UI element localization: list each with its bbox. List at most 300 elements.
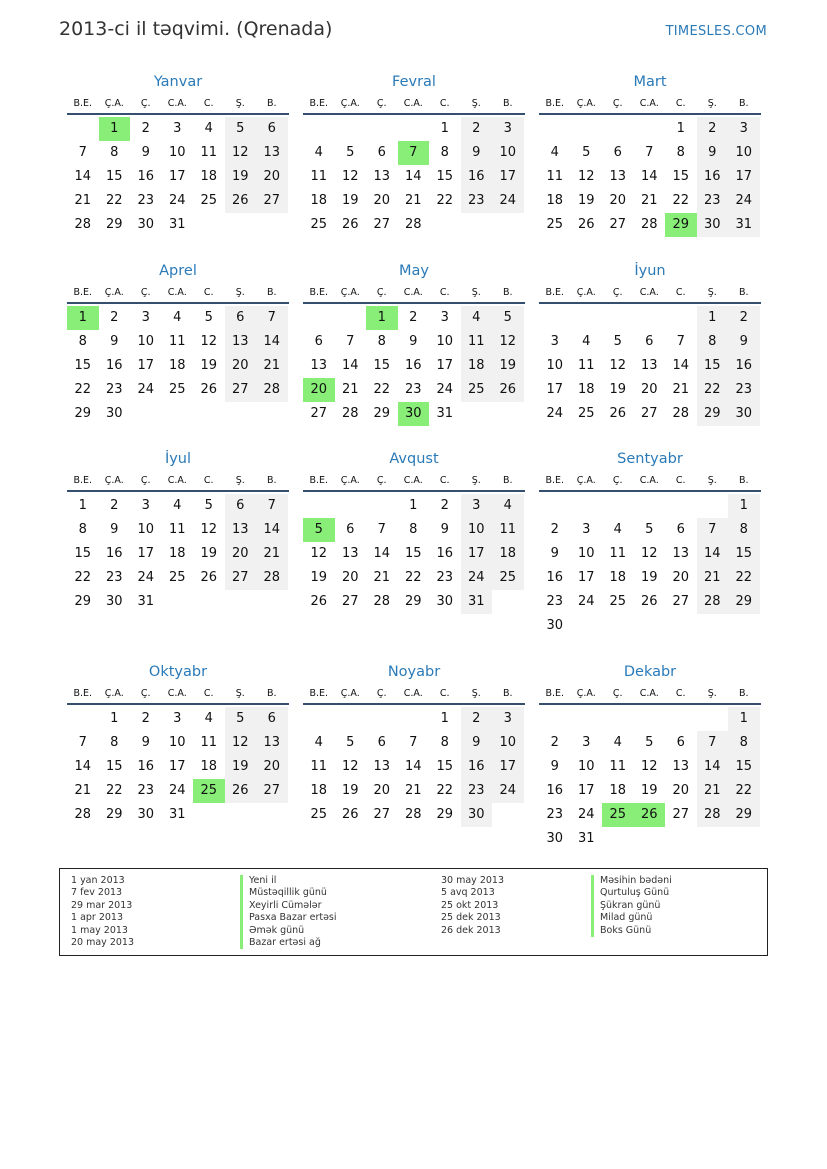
day-cell: 26 bbox=[640, 594, 658, 609]
weekday-header bbox=[539, 685, 761, 705]
day-cell: 24 bbox=[137, 382, 155, 397]
day-cell: 15 bbox=[105, 169, 123, 184]
day-cell: 14 bbox=[341, 358, 359, 373]
day-cell: 6 bbox=[225, 494, 257, 518]
day-cell: 28 bbox=[256, 378, 288, 402]
week-row bbox=[67, 566, 289, 590]
month-12 bbox=[539, 662, 761, 851]
empty-cell bbox=[225, 590, 257, 614]
day-cell: 10 bbox=[546, 358, 564, 373]
week-row bbox=[303, 165, 525, 189]
day-cell: 4 bbox=[492, 494, 524, 518]
day-cell: 15 bbox=[404, 546, 422, 561]
day-cell: 24 bbox=[168, 783, 186, 798]
empty-cell bbox=[571, 614, 603, 638]
day-cell: 29 bbox=[404, 594, 422, 609]
day-cell: 6 bbox=[346, 522, 355, 537]
week-row bbox=[539, 165, 761, 189]
month-name: İyul bbox=[164, 451, 192, 467]
weekday-label: B. bbox=[266, 475, 277, 486]
empty-cell bbox=[697, 494, 729, 518]
day-cell: 5 bbox=[492, 306, 524, 330]
week-row bbox=[303, 590, 525, 614]
weekday-label: C. bbox=[439, 475, 450, 486]
month-11 bbox=[303, 662, 525, 827]
day-cell: 23 bbox=[137, 783, 155, 798]
weekday-label: B. bbox=[266, 688, 277, 699]
legend-names-col-1 bbox=[240, 875, 337, 949]
weekday-label: B.E. bbox=[309, 475, 329, 486]
weekday-header bbox=[303, 685, 525, 705]
day-cell: 12 bbox=[225, 141, 257, 165]
day-cell: 25 bbox=[546, 217, 564, 232]
day-cell: 21 bbox=[341, 382, 359, 397]
day-cell: 17 bbox=[168, 169, 186, 184]
day-cell: 29 bbox=[665, 213, 697, 237]
empty-cell bbox=[303, 707, 335, 731]
empty-cell bbox=[602, 827, 634, 851]
day-cell: 13 bbox=[256, 731, 288, 755]
week-row bbox=[539, 590, 761, 614]
empty-cell bbox=[303, 117, 335, 141]
day-cell: 21 bbox=[697, 779, 729, 803]
legend-names-col-2 bbox=[591, 875, 672, 937]
day-cell: 25 bbox=[609, 594, 627, 609]
legend-date: 1 may 2013 bbox=[71, 924, 128, 936]
day-cell: 1 bbox=[440, 711, 449, 726]
day-cell: 11 bbox=[546, 169, 564, 184]
day-cell: 17 bbox=[436, 358, 454, 373]
day-cell: 28 bbox=[74, 217, 92, 232]
day-cell: 29 bbox=[105, 807, 123, 822]
day-cell: 11 bbox=[200, 735, 218, 750]
empty-cell bbox=[665, 306, 697, 330]
weekday-label: Ç.A. bbox=[576, 98, 596, 109]
day-cell: 14 bbox=[256, 518, 288, 542]
day-cell: 31 bbox=[168, 217, 186, 232]
weekday-label: B.E. bbox=[309, 688, 329, 699]
day-cell: 24 bbox=[492, 189, 524, 213]
day-cell: 13 bbox=[640, 358, 658, 373]
day-cell: 18 bbox=[492, 542, 524, 566]
empty-cell bbox=[225, 213, 257, 237]
day-cell: 18 bbox=[200, 759, 218, 774]
day-cell: 3 bbox=[440, 310, 449, 325]
empty-cell bbox=[634, 306, 666, 330]
weekday-label: Ç. bbox=[612, 287, 623, 298]
weekday-label: Ş. bbox=[235, 98, 245, 109]
empty-cell bbox=[665, 494, 697, 518]
month-name: Aprel bbox=[159, 263, 197, 279]
day-cell: 5 bbox=[225, 117, 257, 141]
day-cell: 6 bbox=[314, 334, 323, 349]
day-cell: 14 bbox=[697, 755, 729, 779]
empty-cell bbox=[335, 707, 367, 731]
month-4 bbox=[67, 261, 289, 426]
day-cell: 15 bbox=[436, 169, 454, 184]
day-cell: 23 bbox=[436, 570, 454, 585]
weekday-label: Ç. bbox=[376, 287, 387, 298]
day-cell: 2 bbox=[728, 306, 760, 330]
week-row bbox=[303, 566, 525, 590]
day-cell: 11 bbox=[461, 330, 493, 354]
weekday-label: B. bbox=[738, 287, 749, 298]
weekday-label: C.A. bbox=[403, 475, 423, 486]
empty-cell bbox=[303, 494, 335, 518]
day-cell: 7 bbox=[346, 334, 355, 349]
day-cell: 28 bbox=[341, 406, 359, 421]
day-cell: 20 bbox=[672, 570, 690, 585]
weekday-label: B.E. bbox=[73, 98, 93, 109]
day-cell: 30 bbox=[105, 406, 123, 421]
day-cell: 25 bbox=[310, 807, 328, 822]
legend-date: 25 dek 2013 bbox=[441, 912, 501, 924]
month-name: Sentyabr bbox=[617, 451, 683, 467]
day-cell: 31 bbox=[137, 594, 155, 609]
week-row bbox=[303, 330, 525, 354]
weekday-label: B.E. bbox=[73, 287, 93, 298]
month-6 bbox=[539, 261, 761, 426]
empty-cell bbox=[335, 494, 367, 518]
day-cell: 2 bbox=[697, 117, 729, 141]
day-cell: 24 bbox=[137, 570, 155, 585]
weekday-label: Ş. bbox=[471, 475, 481, 486]
weekday-label: C. bbox=[675, 287, 686, 298]
empty-cell bbox=[492, 402, 524, 426]
day-cell: 14 bbox=[373, 546, 391, 561]
day-cell: 12 bbox=[341, 759, 359, 774]
day-cell: 3 bbox=[582, 522, 591, 537]
day-cell: 14 bbox=[256, 330, 288, 354]
day-cell: 29 bbox=[728, 590, 760, 614]
day-cell: 15 bbox=[105, 759, 123, 774]
day-cell: 14 bbox=[404, 759, 422, 774]
day-cell: 16 bbox=[436, 546, 454, 561]
legend-holiday-name: Yeni il bbox=[249, 875, 277, 886]
day-cell: 19 bbox=[640, 783, 658, 798]
month-name: Noyabr bbox=[387, 664, 441, 680]
week-row bbox=[539, 755, 761, 779]
week-row bbox=[303, 803, 525, 827]
empty-cell bbox=[539, 707, 571, 731]
day-cell: 6 bbox=[676, 735, 685, 750]
empty-cell bbox=[366, 707, 398, 731]
empty-cell bbox=[225, 803, 257, 827]
day-cell: 28 bbox=[404, 217, 422, 232]
weekday-header bbox=[539, 284, 761, 304]
day-cell: 18 bbox=[310, 193, 328, 208]
day-cell: 10 bbox=[577, 759, 595, 774]
weekday-header bbox=[303, 95, 525, 115]
week-row bbox=[539, 402, 761, 426]
day-cell: 5 bbox=[204, 498, 213, 513]
day-cell: 15 bbox=[728, 755, 760, 779]
empty-cell bbox=[67, 117, 99, 141]
empty-cell bbox=[665, 614, 697, 638]
week-row bbox=[303, 306, 525, 330]
day-cell: 22 bbox=[373, 382, 391, 397]
day-cell: 24 bbox=[492, 779, 524, 803]
day-cell: 19 bbox=[225, 165, 257, 189]
day-cell: 6 bbox=[676, 522, 685, 537]
day-cell: 17 bbox=[577, 783, 595, 798]
day-cell: 21 bbox=[697, 566, 729, 590]
day-cell: 19 bbox=[310, 570, 328, 585]
weekday-label: C. bbox=[675, 98, 686, 109]
day-cell: 7 bbox=[78, 735, 87, 750]
day-cell: 14 bbox=[404, 169, 422, 184]
day-cell: 27 bbox=[256, 189, 288, 213]
weekday-label: Ş. bbox=[235, 688, 245, 699]
day-cell: 27 bbox=[225, 378, 257, 402]
day-cell: 10 bbox=[461, 518, 493, 542]
day-cell: 25 bbox=[200, 193, 218, 208]
empty-cell bbox=[634, 614, 666, 638]
day-cell: 19 bbox=[609, 382, 627, 397]
day-cell: 4 bbox=[173, 310, 182, 325]
weekday-label: C. bbox=[439, 688, 450, 699]
day-cell: 6 bbox=[256, 117, 288, 141]
day-cell: 13 bbox=[256, 141, 288, 165]
week-row bbox=[303, 755, 525, 779]
day-cell: 3 bbox=[173, 711, 182, 726]
weekday-label: Ç. bbox=[376, 688, 387, 699]
day-cell: 16 bbox=[697, 165, 729, 189]
week-row bbox=[303, 402, 525, 426]
day-cell: 12 bbox=[492, 330, 524, 354]
day-cell: 3 bbox=[492, 707, 524, 731]
week-row bbox=[303, 779, 525, 803]
day-cell: 18 bbox=[577, 382, 595, 397]
day-cell: 25 bbox=[193, 779, 225, 803]
empty-cell bbox=[697, 827, 729, 851]
day-cell: 20 bbox=[672, 783, 690, 798]
empty-cell bbox=[539, 306, 571, 330]
day-cell: 11 bbox=[609, 546, 627, 561]
day-cell: 24 bbox=[577, 807, 595, 822]
weekday-label: Ç.A. bbox=[104, 98, 124, 109]
day-cell: 31 bbox=[461, 590, 493, 614]
day-cell: 21 bbox=[74, 193, 92, 208]
empty-cell bbox=[335, 117, 367, 141]
weekday-label: Ç.A. bbox=[576, 287, 596, 298]
week-row bbox=[303, 189, 525, 213]
weekday-label: Ç. bbox=[376, 475, 387, 486]
day-cell: 17 bbox=[546, 382, 564, 397]
day-cell: 1 bbox=[78, 498, 87, 513]
day-cell: 10 bbox=[436, 334, 454, 349]
day-cell: 13 bbox=[609, 169, 627, 184]
empty-cell bbox=[571, 117, 603, 141]
day-cell: 18 bbox=[609, 570, 627, 585]
weekday-label: Ç.A. bbox=[340, 98, 360, 109]
day-cell: 15 bbox=[728, 542, 760, 566]
day-cell: 20 bbox=[256, 165, 288, 189]
day-cell: 6 bbox=[613, 145, 622, 160]
empty-cell bbox=[728, 827, 760, 851]
weekday-label: Ş. bbox=[471, 688, 481, 699]
day-cell: 1 bbox=[99, 117, 131, 141]
day-cell: 4 bbox=[204, 711, 213, 726]
day-cell: 1 bbox=[676, 121, 685, 136]
week-row bbox=[303, 213, 525, 237]
weekday-label: Ç. bbox=[140, 287, 151, 298]
day-cell: 7 bbox=[377, 522, 386, 537]
day-cell: 27 bbox=[310, 406, 328, 421]
day-cell: 26 bbox=[634, 803, 666, 827]
week-row bbox=[303, 518, 525, 542]
day-cell: 26 bbox=[200, 570, 218, 585]
day-cell: 27 bbox=[341, 594, 359, 609]
day-cell: 29 bbox=[373, 406, 391, 421]
legend-date: 1 apr 2013 bbox=[71, 912, 124, 924]
legend-date: 26 dek 2013 bbox=[441, 924, 501, 936]
empty-cell bbox=[398, 117, 430, 141]
month-1 bbox=[67, 72, 289, 237]
month-8 bbox=[303, 449, 525, 614]
empty-cell bbox=[130, 402, 162, 426]
day-cell: 17 bbox=[492, 755, 524, 779]
day-cell: 2 bbox=[110, 498, 119, 513]
legend-dates-col-1 bbox=[71, 875, 134, 949]
day-cell: 11 bbox=[168, 522, 186, 537]
day-cell: 30 bbox=[461, 803, 493, 827]
day-cell: 30 bbox=[546, 618, 564, 633]
day-cell: 23 bbox=[461, 189, 493, 213]
day-cell: 2 bbox=[409, 310, 418, 325]
weekday-header bbox=[539, 95, 761, 115]
day-cell: 29 bbox=[74, 406, 92, 421]
day-cell: 28 bbox=[404, 807, 422, 822]
weekday-label: B.E. bbox=[545, 688, 565, 699]
day-cell: 9 bbox=[550, 759, 559, 774]
day-cell: 8 bbox=[728, 731, 760, 755]
day-cell: 19 bbox=[492, 354, 524, 378]
week-row bbox=[303, 378, 525, 402]
weekday-label: Ç.A. bbox=[104, 475, 124, 486]
day-cell: 10 bbox=[728, 141, 760, 165]
day-cell: 17 bbox=[492, 165, 524, 189]
day-cell: 21 bbox=[404, 783, 422, 798]
day-cell: 22 bbox=[74, 382, 92, 397]
weekday-label: B. bbox=[502, 98, 513, 109]
legend-date: 30 may 2013 bbox=[441, 875, 505, 886]
day-cell: 3 bbox=[728, 117, 760, 141]
weekday-label: B. bbox=[502, 287, 513, 298]
day-cell: 20 bbox=[640, 382, 658, 397]
day-cell: 9 bbox=[461, 731, 493, 755]
week-row bbox=[67, 306, 289, 330]
weekday-header bbox=[303, 472, 525, 492]
day-cell: 9 bbox=[409, 334, 418, 349]
weekday-header bbox=[67, 95, 289, 115]
weekday-label: B. bbox=[738, 475, 749, 486]
day-cell: 19 bbox=[341, 193, 359, 208]
month-name: Mart bbox=[633, 74, 667, 90]
day-cell: 3 bbox=[492, 117, 524, 141]
day-cell: 26 bbox=[225, 779, 257, 803]
weekday-label: C.A. bbox=[403, 98, 423, 109]
day-cell: 9 bbox=[141, 735, 150, 750]
week-row bbox=[67, 755, 289, 779]
day-cell: 4 bbox=[613, 735, 622, 750]
weekday-label: B.E. bbox=[545, 475, 565, 486]
day-cell: 10 bbox=[168, 145, 186, 160]
legend-holiday-name: Pasxa Bazar ertəsi bbox=[249, 912, 337, 924]
day-cell: 12 bbox=[225, 731, 257, 755]
month-3 bbox=[539, 72, 761, 237]
day-cell: 28 bbox=[697, 590, 729, 614]
day-cell: 16 bbox=[105, 358, 123, 373]
day-cell: 13 bbox=[225, 518, 257, 542]
day-cell: 16 bbox=[546, 783, 564, 798]
day-cell: 25 bbox=[168, 382, 186, 397]
day-cell: 29 bbox=[105, 217, 123, 232]
weekday-label: B. bbox=[738, 98, 749, 109]
day-cell: 11 bbox=[200, 145, 218, 160]
day-cell: 24 bbox=[728, 189, 760, 213]
day-cell: 21 bbox=[672, 382, 690, 397]
day-cell: 5 bbox=[645, 735, 654, 750]
day-cell: 1 bbox=[409, 498, 418, 513]
empty-cell bbox=[256, 402, 288, 426]
weekday-label: C. bbox=[203, 475, 214, 486]
day-cell: 12 bbox=[577, 169, 595, 184]
day-cell: 3 bbox=[141, 310, 150, 325]
day-cell: 8 bbox=[110, 145, 119, 160]
month-5 bbox=[303, 261, 525, 426]
day-cell: 8 bbox=[78, 522, 87, 537]
week-row bbox=[67, 542, 289, 566]
day-cell: 5 bbox=[204, 310, 213, 325]
weekday-label: C.A. bbox=[167, 475, 187, 486]
day-cell: 17 bbox=[577, 570, 595, 585]
week-row bbox=[67, 779, 289, 803]
weekday-label: C. bbox=[675, 688, 686, 699]
day-cell: 16 bbox=[461, 165, 493, 189]
week-row bbox=[67, 213, 289, 237]
weekday-label: C.A. bbox=[639, 688, 659, 699]
day-cell: 11 bbox=[310, 169, 328, 184]
weekday-label: Ş. bbox=[707, 475, 717, 486]
day-cell: 1 bbox=[728, 707, 760, 731]
legend-holiday-name: Müstəqillik günü bbox=[249, 887, 327, 899]
day-cell: 7 bbox=[256, 306, 288, 330]
day-cell: 29 bbox=[728, 803, 760, 827]
day-cell: 6 bbox=[645, 334, 654, 349]
weekday-label: Ç. bbox=[612, 688, 623, 699]
day-cell: 30 bbox=[105, 594, 123, 609]
weekday-label: B.E. bbox=[73, 475, 93, 486]
month-name: Yanvar bbox=[153, 74, 203, 90]
day-cell: 1 bbox=[728, 494, 760, 518]
day-cell: 30 bbox=[546, 831, 564, 846]
day-cell: 18 bbox=[310, 783, 328, 798]
weekday-label: C.A. bbox=[403, 688, 423, 699]
day-cell: 3 bbox=[550, 334, 559, 349]
month-name: Fevral bbox=[392, 74, 436, 90]
day-cell: 11 bbox=[609, 759, 627, 774]
day-cell: 20 bbox=[373, 193, 391, 208]
day-cell: 13 bbox=[373, 759, 391, 774]
day-cell: 8 bbox=[697, 330, 729, 354]
day-cell: 30 bbox=[728, 402, 760, 426]
brand-link[interactable]: TIMESLES.COM bbox=[665, 24, 767, 39]
day-cell: 12 bbox=[200, 522, 218, 537]
day-cell: 28 bbox=[672, 406, 690, 421]
day-cell: 30 bbox=[137, 217, 155, 232]
day-cell: 22 bbox=[105, 783, 123, 798]
